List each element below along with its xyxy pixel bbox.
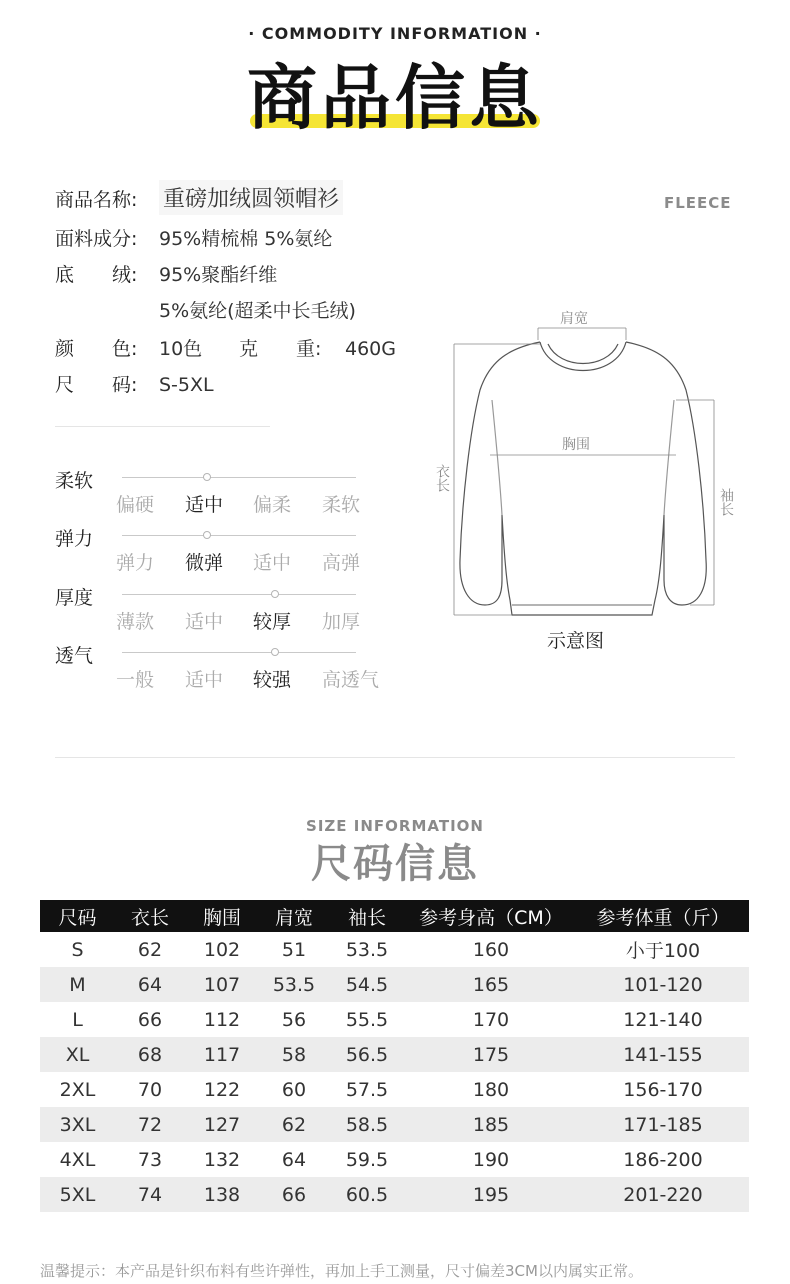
table-cell: 51	[281, 938, 307, 961]
scale-option: 适中	[185, 494, 224, 516]
scale-marker	[203, 531, 211, 539]
scale-line	[122, 477, 356, 478]
footer-note: 温馨提示：本产品是针织布料有些许弹性，再加上手工测量，尺寸偏差3CM以内属实正常。	[40, 1262, 643, 1280]
table-header-cell: 参考体重（斤）	[577, 900, 749, 932]
table-header-cell: 胸围	[185, 900, 259, 932]
table-row	[40, 1142, 749, 1177]
scale-option: 弹力	[116, 552, 155, 574]
product-name-row	[55, 180, 343, 215]
fabric-value: 95%精梳棉 5%氨纶	[159, 228, 333, 250]
table-cell: XL	[40, 1037, 115, 1072]
attribute-label: 柔软	[55, 470, 94, 492]
scale-line	[122, 535, 356, 536]
table-cell: 62	[259, 1107, 329, 1142]
attribute-label: 透气	[55, 645, 94, 667]
table-cell: 66	[137, 1008, 163, 1031]
size-range-value: S-5XL	[159, 374, 214, 396]
table-row	[40, 1037, 749, 1072]
table-cell: 53.5	[345, 938, 389, 961]
table-cell: 190	[472, 1148, 510, 1171]
table-cell: 73	[137, 1148, 163, 1171]
fabric-label: 面料成分:	[55, 228, 138, 250]
scale-line	[122, 594, 356, 595]
scale-option: 适中	[185, 611, 224, 633]
attribute-label: 厚度	[55, 587, 94, 609]
table-cell: 2XL	[59, 1078, 96, 1101]
size-range-label: 尺 码:	[55, 374, 138, 396]
product-name-value: 重磅加绒圆领帽衫	[159, 180, 343, 215]
table-cell: 57.5	[345, 1078, 389, 1101]
lining-label: 底 绒:	[55, 264, 138, 286]
table-cell: 62	[137, 938, 163, 961]
table-cell: 74	[115, 1177, 185, 1212]
table-cell: 54.5	[329, 967, 405, 1002]
table-cell: 195	[405, 1177, 577, 1212]
scale-option: 一般	[116, 669, 155, 691]
table-header-cell: 衣长	[115, 900, 185, 932]
lining-row-2	[55, 296, 356, 323]
table-row	[40, 1072, 749, 1107]
size-range-row	[55, 370, 214, 397]
sleeve-label: 袖长	[718, 488, 734, 516]
table-cell: 64	[281, 1148, 307, 1171]
attribute-label: 弹力	[55, 528, 94, 550]
scale-option: 高透气	[322, 669, 380, 691]
table-cell: 141-155	[577, 1037, 749, 1072]
lining-value: 95%聚酯纤维	[159, 264, 278, 286]
table-cell: 102	[203, 938, 241, 961]
table-cell: 201-220	[577, 1177, 749, 1212]
table-cell: 53.5	[259, 967, 329, 1002]
fleece-badge: FLEECE	[664, 194, 732, 212]
table-cell: 68	[115, 1037, 185, 1072]
table-cell: 127	[185, 1107, 259, 1142]
table-cell: 112	[203, 1008, 241, 1031]
table-header-cell: 袖长	[329, 900, 405, 932]
color-weight-row	[55, 334, 396, 361]
page-title: 商品信息	[247, 57, 543, 139]
lining-value-2: 5%氨纶(超柔中长毛绒)	[159, 300, 356, 322]
scale-option: 适中	[253, 552, 292, 574]
commodity-subtitle: · COMMODITY INFORMATION ·	[248, 24, 542, 43]
table-cell: 58.5	[329, 1107, 405, 1142]
table-cell: 5XL	[40, 1177, 115, 1212]
table-cell: 171-185	[577, 1107, 749, 1142]
table-cell: 117	[185, 1037, 259, 1072]
table-cell: 165	[405, 967, 577, 1002]
neckline-inner	[548, 344, 618, 364]
table-cell: 156-170	[623, 1078, 703, 1101]
table-cell: 64	[115, 967, 185, 1002]
fabric-row	[55, 224, 332, 251]
table-cell: 小于100	[625, 940, 701, 962]
size-title: 尺码信息	[311, 841, 479, 887]
table-cell: 66	[259, 1177, 329, 1212]
sweatshirt-diagram	[430, 300, 730, 660]
table-cell: 56	[281, 1008, 307, 1031]
table-row	[40, 1002, 749, 1037]
scale-option: 较强	[253, 669, 292, 691]
product-name-label: 商品名称:	[55, 189, 138, 211]
table-cell: L	[72, 1008, 83, 1031]
table-row	[40, 1107, 749, 1142]
scale-marker	[203, 473, 211, 481]
table-row	[40, 967, 749, 1002]
scale-option: 微弹	[185, 552, 224, 574]
table-cell: 4XL	[59, 1148, 96, 1171]
length-label: 衣长	[434, 464, 450, 492]
table-header-cell: 参考身高（CM）	[405, 900, 577, 932]
scale-marker	[271, 590, 279, 598]
table-body	[40, 932, 749, 1212]
table-cell: M	[40, 967, 115, 1002]
chest-label: 胸围	[562, 437, 590, 453]
table-cell: 56.5	[329, 1037, 405, 1072]
scale-option: 偏硬	[116, 494, 155, 516]
scale-marker	[271, 648, 279, 656]
scale-option: 较厚	[253, 611, 292, 633]
scale-option: 适中	[185, 669, 224, 691]
color-value: 10色	[159, 338, 203, 360]
table-cell: 121-140	[623, 1008, 703, 1031]
table-cell: 60.5	[329, 1177, 405, 1212]
scale-option: 柔软	[322, 494, 361, 516]
table-cell: 101-120	[577, 967, 749, 1002]
shoulder-label: 肩宽	[560, 311, 588, 327]
size-subtitle: SIZE INFORMATION	[306, 817, 484, 835]
scale-line	[122, 652, 356, 653]
weight-label: 克 重:	[239, 338, 322, 360]
table-cell: S	[71, 938, 84, 961]
color-label: 颜 色:	[55, 338, 138, 360]
table-cell: 3XL	[40, 1107, 115, 1142]
table-header-row	[40, 900, 749, 932]
section-divider	[55, 757, 735, 758]
table-cell: 60	[281, 1078, 307, 1101]
table-cell: 122	[203, 1078, 241, 1101]
table-cell: 132	[203, 1148, 241, 1171]
scale-option: 高弹	[322, 552, 361, 574]
table-cell: 186-200	[623, 1148, 703, 1171]
table-cell: 180	[472, 1078, 510, 1101]
table-row	[40, 932, 749, 967]
table-cell: 72	[115, 1107, 185, 1142]
scale-option: 加厚	[322, 611, 361, 633]
size-table	[40, 900, 749, 1212]
weight-value: 460G	[345, 338, 396, 360]
table-cell: 58	[259, 1037, 329, 1072]
neckline-outer	[540, 342, 626, 371]
table-cell: 160	[472, 938, 510, 961]
table-cell: 55.5	[345, 1008, 389, 1031]
table-cell: 185	[405, 1107, 577, 1142]
divider	[55, 426, 270, 427]
table-cell: 107	[185, 967, 259, 1002]
table-cell: 175	[405, 1037, 577, 1072]
table-row	[40, 1177, 749, 1212]
table-header-cell: 肩宽	[259, 900, 329, 932]
table-cell: 59.5	[345, 1148, 389, 1171]
table-header-cell: 尺码	[40, 900, 115, 932]
lining-row	[55, 260, 277, 287]
scale-option: 偏柔	[253, 494, 292, 516]
scale-option: 薄款	[116, 611, 155, 633]
table-cell: 70	[137, 1078, 163, 1101]
body-outline	[460, 342, 706, 615]
diagram-caption: 示意图	[547, 630, 605, 652]
table-cell: 170	[472, 1008, 510, 1031]
table-cell: 138	[185, 1177, 259, 1212]
